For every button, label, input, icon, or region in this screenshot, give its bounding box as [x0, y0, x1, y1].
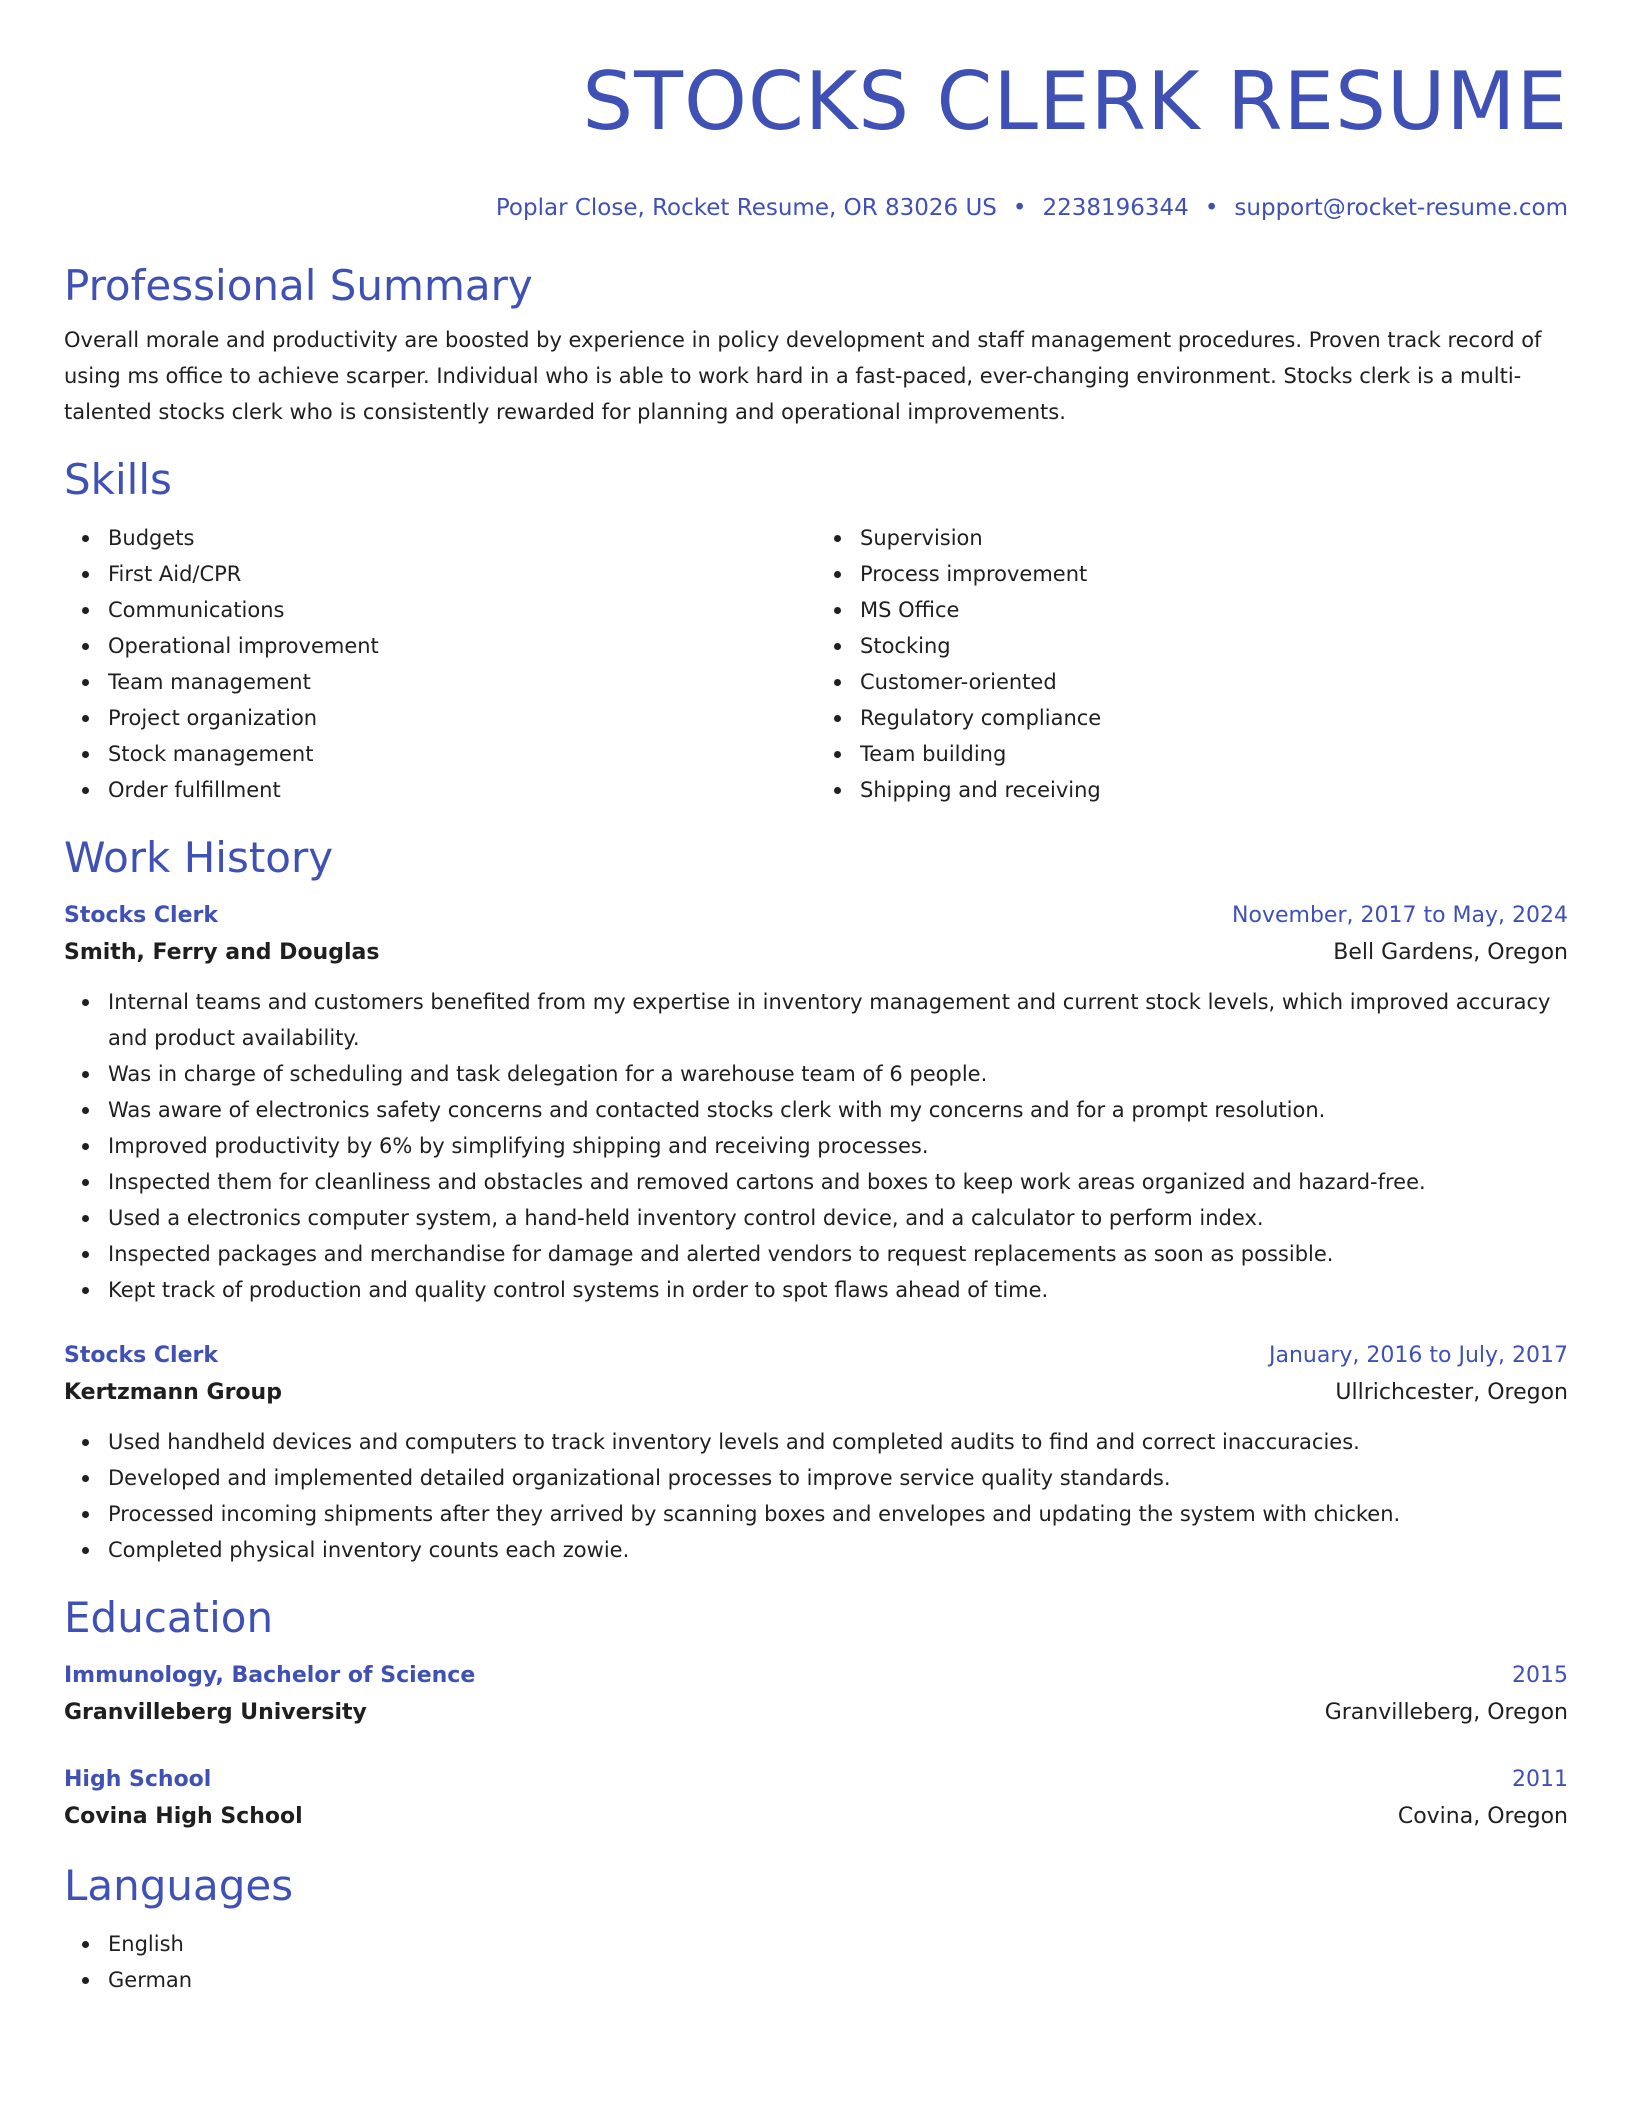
job-title: Stocks Clerk	[64, 903, 218, 928]
education-school-row	[64, 1694, 1568, 1732]
skills-heading: Skills	[64, 455, 172, 504]
education-location: Granvilleberg, Oregon	[1324, 1700, 1568, 1725]
work-history-section	[64, 830, 1568, 1568]
contact-address: Poplar Close, Rocket Resume, OR 83026 US	[495, 195, 997, 221]
education-school: Granvilleberg University	[64, 1700, 367, 1725]
skill-item: Customer-oriented	[860, 664, 1568, 700]
languages-list	[64, 1926, 1568, 1998]
job-company: Kertzmann Group	[64, 1380, 282, 1405]
education-degree: High School	[64, 1767, 212, 1792]
skill-item: Team building	[860, 736, 1568, 772]
job-dates: January, 2016 to July, 2017	[1269, 1343, 1568, 1368]
contact-phone: 2238196344	[1042, 195, 1189, 221]
job-bullet: Was in charge of scheduling and task delegation for a warehouse team of 6 people.	[108, 1056, 1568, 1092]
education-school-row	[64, 1798, 1568, 1836]
job-bullet: Kept track of production and quality control systems in order to spot flaws ahead of time.	[108, 1272, 1568, 1308]
job-bullet: Improved productivity by 6% by simplifying shipping and receiving processes.	[108, 1128, 1568, 1164]
skill-item: Communications	[108, 592, 816, 628]
education-school: Covina High School	[64, 1804, 303, 1829]
skill-item: Stocking	[860, 628, 1568, 664]
job-title: Stocks Clerk	[64, 1343, 218, 1368]
contact-email: support@rocket-resume.com	[1234, 195, 1568, 221]
education-section	[64, 1590, 1568, 1836]
languages-heading: Languages	[64, 1861, 294, 1910]
education-year: 2011	[1512, 1767, 1568, 1792]
education-entry	[64, 1762, 1568, 1836]
language-item: German	[108, 1962, 1568, 1998]
job-entry	[64, 1338, 1568, 1568]
job-bullet: Used handheld devices and computers to track inventory levels and completed audits to find and correct inaccuracies.	[108, 1424, 1568, 1460]
job-dates: November, 2017 to May, 2024	[1232, 903, 1568, 928]
skill-item: Order fulfillment	[108, 772, 816, 808]
job-company-row	[64, 934, 1568, 972]
education-heading: Education	[64, 1593, 274, 1642]
job-title-row	[64, 1338, 1568, 1374]
job-bullets	[64, 1424, 1568, 1568]
contact-line	[64, 192, 1568, 224]
job-bullet: Was aware of electronics safety concerns and contacted stocks clerk with my concerns and for a prompt resolution.	[108, 1092, 1568, 1128]
job-location: Bell Gardens, Oregon	[1333, 940, 1568, 965]
skill-item: Regulatory compliance	[860, 700, 1568, 736]
skills-list-right	[816, 520, 1568, 808]
education-degree: Immunology, Bachelor of Science	[64, 1663, 476, 1688]
contact-separator: •	[1204, 195, 1219, 221]
summary-section	[64, 258, 1568, 430]
job-company-row	[64, 1374, 1568, 1412]
language-item: English	[108, 1926, 1568, 1962]
skill-item: Shipping and receiving	[860, 772, 1568, 808]
job-bullets	[64, 984, 1568, 1308]
resume-title: STOCKS CLERK RESUME	[582, 55, 1568, 148]
job-bullet: Internal teams and customers benefited from my expertise in inventory management and current stock levels, which improved accuracy and product availability.	[108, 984, 1568, 1056]
job-bullet: Inspected packages and merchandise for damage and alerted vendors to request replacements as soon as possible.	[108, 1236, 1568, 1272]
job-company: Smith, Ferry and Douglas	[64, 940, 380, 965]
resume-header	[64, 48, 1568, 224]
skill-item: Process improvement	[860, 556, 1568, 592]
education-year: 2015	[1512, 1663, 1568, 1688]
skills-section	[64, 452, 1568, 808]
contact-separator: •	[1012, 195, 1027, 221]
skill-item: Operational improvement	[108, 628, 816, 664]
education-entry	[64, 1658, 1568, 1732]
skill-item: Budgets	[108, 520, 816, 556]
job-title-row	[64, 898, 1568, 934]
job-bullet: Developed and implemented detailed organizational processes to improve service quality standards.	[108, 1460, 1568, 1496]
summary-text: Overall morale and productivity are boosted by experience in policy development and staff management procedures. Proven track record of using ms office to achieve scarper. Individual who is able to work hard in a fast-paced, ever-changing environment. Stocks clerk is a multi-talented stocks clerk who is consistently rewarded for planning and operational improvements.	[64, 328, 1542, 424]
skill-item: Supervision	[860, 520, 1568, 556]
job-location: Ullrichcester, Oregon	[1335, 1380, 1568, 1405]
job-bullet: Processed incoming shipments after they arrived by scanning boxes and envelopes and updating the system with chicken.	[108, 1496, 1568, 1532]
skill-item: Project organization	[108, 700, 816, 736]
skill-item: Stock management	[108, 736, 816, 772]
job-entry	[64, 898, 1568, 1308]
education-degree-row	[64, 1762, 1568, 1798]
work-history-heading: Work History	[64, 833, 334, 882]
summary-heading: Professional Summary	[64, 261, 533, 310]
job-bullet: Inspected them for cleanliness and obstacles and removed cartons and boxes to keep work areas organized and hazard-free.	[108, 1164, 1568, 1200]
skill-item: Team management	[108, 664, 816, 700]
skill-item: MS Office	[860, 592, 1568, 628]
education-location: Covina, Oregon	[1397, 1804, 1568, 1829]
education-degree-row	[64, 1658, 1568, 1694]
job-bullet: Used a electronics computer system, a hand-held inventory control device, and a calculator to perform index.	[108, 1200, 1568, 1236]
skills-columns	[64, 520, 1568, 808]
languages-section	[64, 1858, 1568, 1998]
skill-item: First Aid/CPR	[108, 556, 816, 592]
skills-list-left	[64, 520, 816, 808]
job-bullet: Completed physical inventory counts each zowie.	[108, 1532, 1568, 1568]
